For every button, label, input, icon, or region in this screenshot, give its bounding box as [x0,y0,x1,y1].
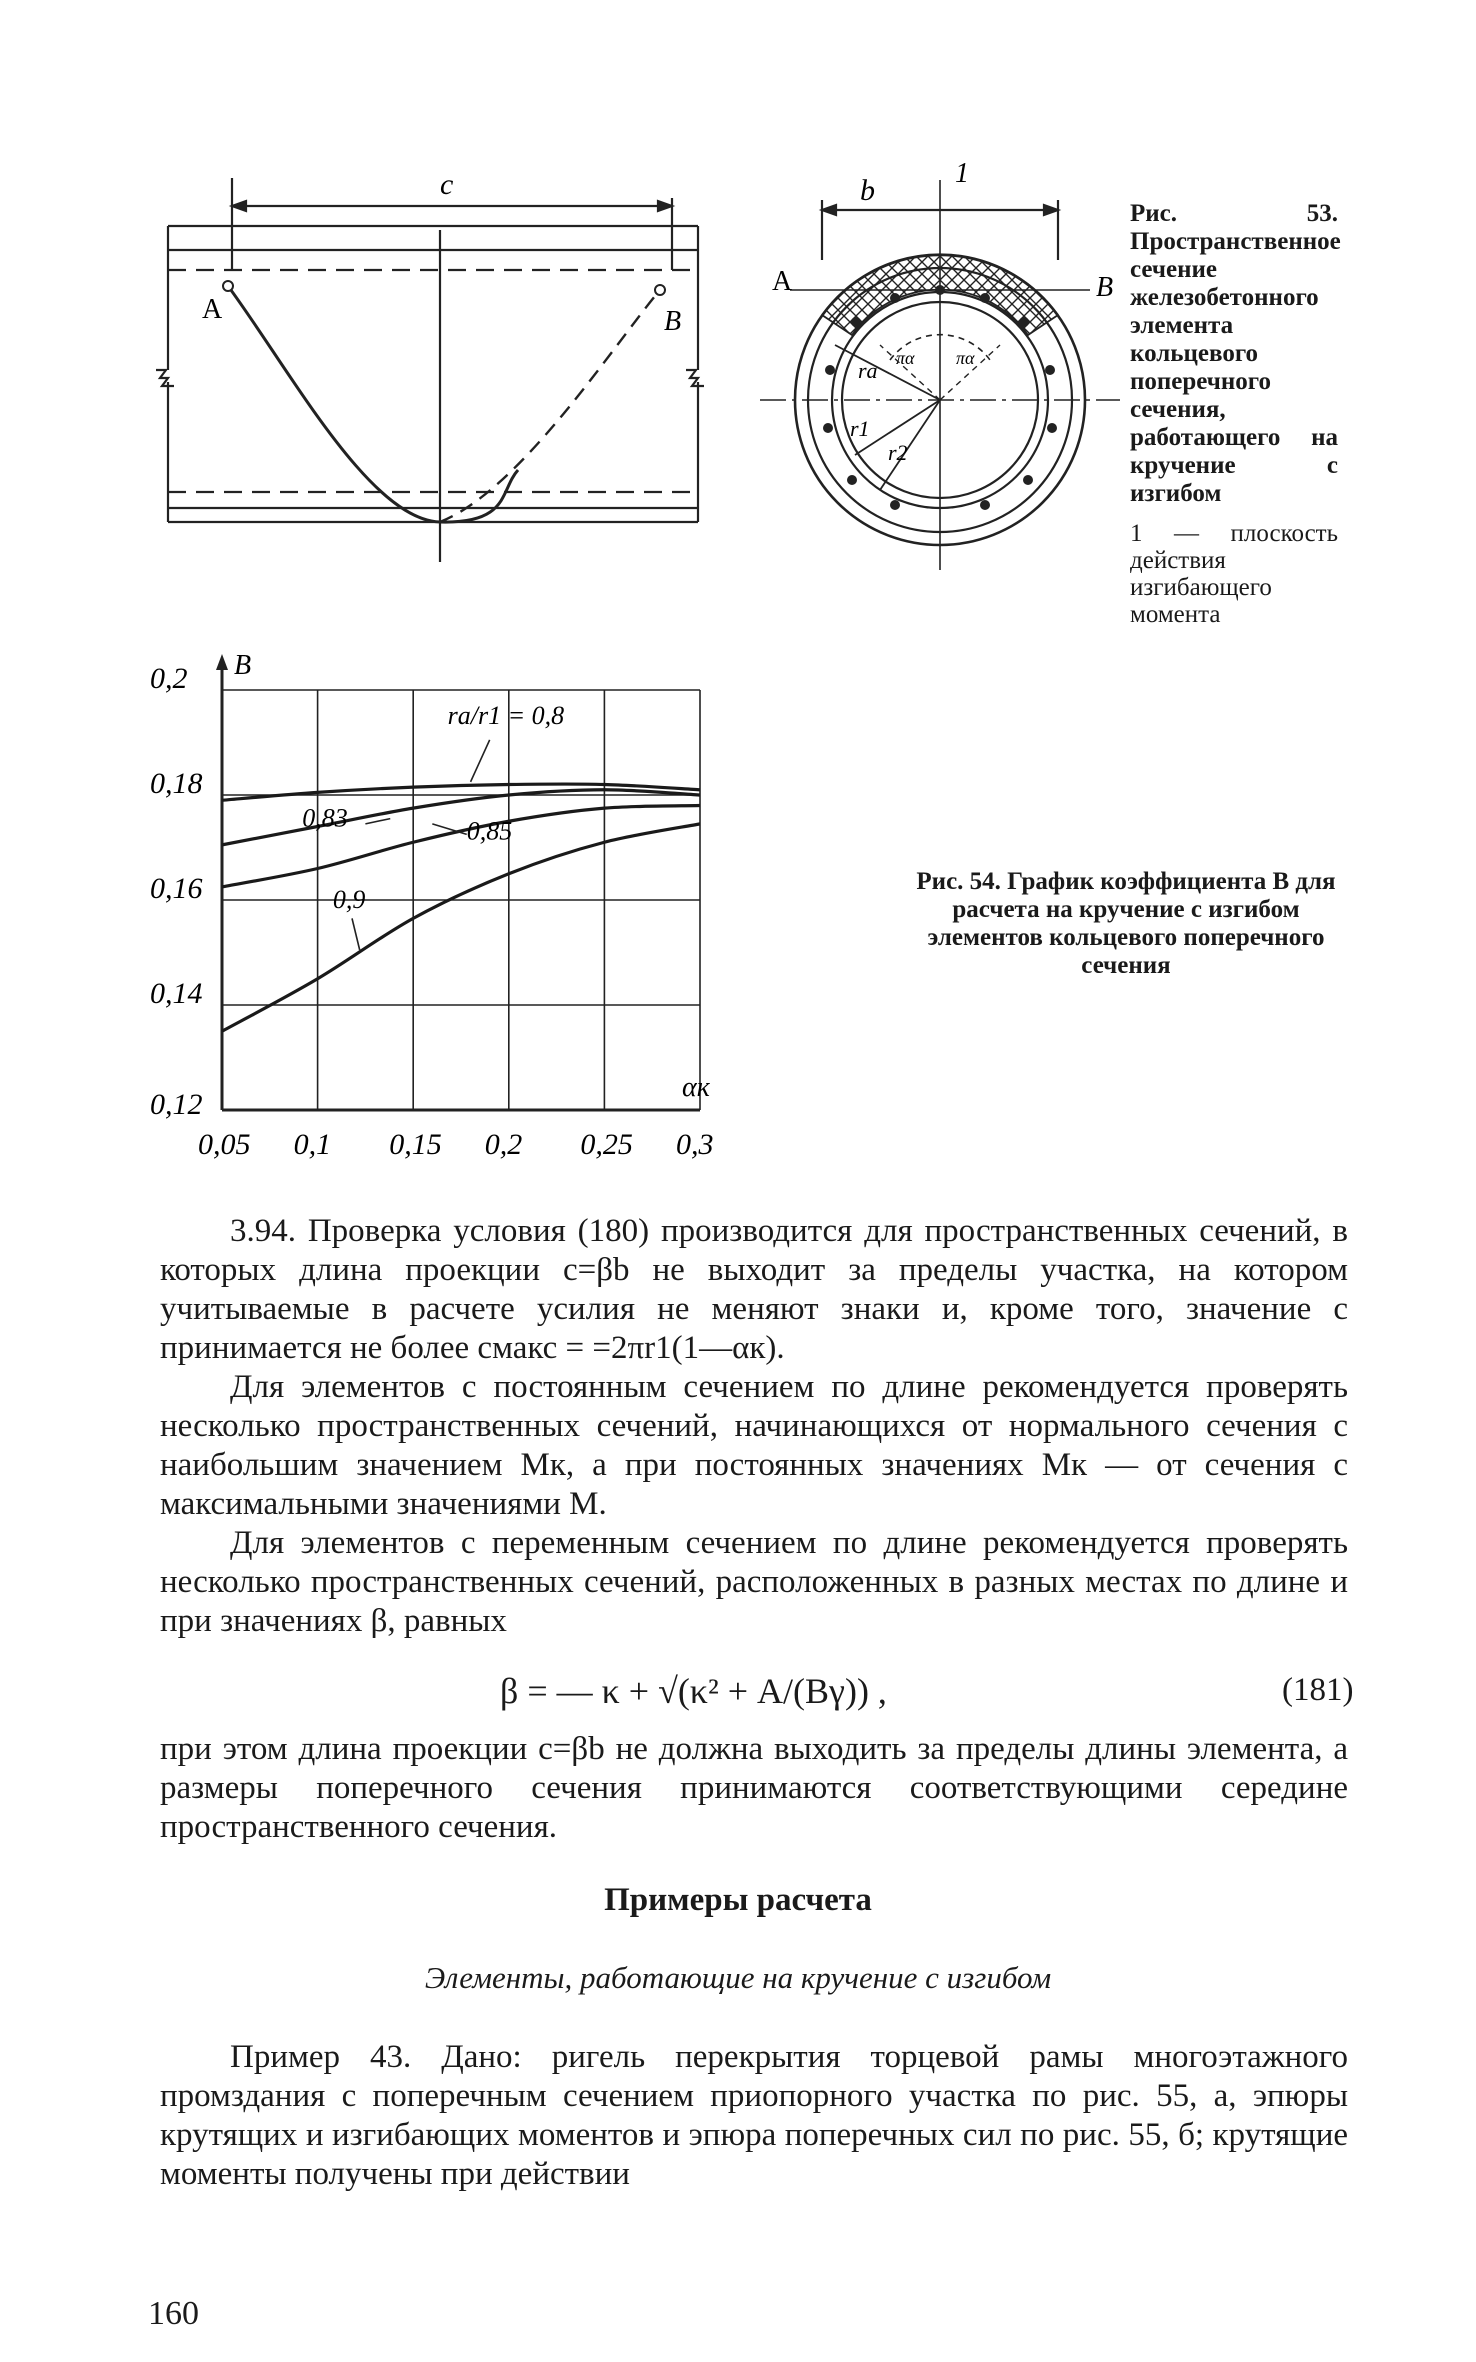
fig53-note: 1 — плоскость действия изгибающего момента [1130,520,1338,628]
fig53-label-c: c [440,170,454,201]
fig54-caption: Рис. 54. График коэффициента B для расчета на кручение с изгибом элементов кольцевого поперечного сечения [916,868,1336,979]
x-tick-label: 0,1 [293,1128,332,1161]
y-tick-label: 0,2 [150,662,188,695]
x-tick-label: 0,05 [198,1128,251,1161]
label-0-8-leader [471,740,490,782]
x-axis-label: αк [682,1072,710,1103]
fig53-caption: Рис. 53. Пространственное сечение железобетонного элемента кольцевого поперечного сечения, работающего на кручение с изгибом [1130,200,1341,507]
label-0-83-leader [365,819,390,824]
label-0-8: rа/r1 = 0,8 [447,701,565,731]
fig53-label-a: A [202,294,223,325]
formula-number: (181) [1282,1672,1354,1708]
x-tick-label: 0,15 [389,1128,442,1161]
y-axis-arrow [216,654,228,670]
x-tick-label: 0,2 [484,1128,523,1161]
ring-label-ra: ra [858,358,878,383]
body-text-block-3 [160,2038,1348,2194]
paragraph-example-43: Пример 43. Дано: ригель перекрытия торцевой рамы многоэтажного промздания с поперечным сечением приопорного участка по рис. 55, а, эпюры крутящих и изгибающих моментов и эпюра поперечных сил по рис. 55, б; крутящие моменты получены при действии [160,2039,1348,2192]
fig54-chart [130,650,890,1170]
fig53-ring-section [760,160,1120,580]
ring-label-b2: B [1096,272,1114,303]
formula-181: β = — κ + √(κ² + A/(Bγ)) , [500,1671,887,1711]
x-tick-label: 0,3 [676,1128,714,1161]
ring-label-1: 1 [955,160,969,189]
label-0-83: 0,83 [302,803,348,833]
y-axis-label: B [234,650,252,681]
fig53-left-diagram [140,170,720,570]
section-heading: Примеры расчета [604,1882,872,1918]
ring-label-b: b [860,174,875,207]
section-subheading: Элементы, работающие на кручение с изгибом [424,1960,1052,1995]
y-tick-label: 0,16 [150,872,203,905]
ring-label-pi-ak: πα [896,348,915,368]
x-tick-label: 0,25 [580,1128,633,1161]
label-0-85: 0,85 [466,816,513,846]
paragraph-constant-section: Для элементов с постоянным сечением по длине рекомендуется проверять несколько пространственных сечений, начинающихся от нормального сечения с наибольшим значением Mк, а при постоянных значениях Mк — от сечения с максимальными значениями M. [160,1369,1348,1522]
body-text-block [160,1212,1348,1641]
y-tick-label: 0,18 [150,767,203,800]
paragraph-projection-length: при этом длина проекции c=βb не должна выходить за пределы длины элемента, а размеры поперечного сечения принимаются соответствующими середине пространственного сечения. [160,1731,1348,1845]
body-text-block-2 [160,1730,1348,1847]
ring-label-r1: r1 [850,416,870,441]
ring-label-a: A [772,266,793,297]
series-line-0-85 [222,803,700,887]
fig53-label-b: B [664,306,682,337]
paragraph-variable-section: Для элементов с переменным сечением по длине рекомендуется проверять несколько пространственных сечений, расположенных в разных местах по длине и при значениях β, равных [160,1525,1348,1639]
series-line-0-9 [222,824,700,1031]
label-0-9: 0,9 [332,884,366,914]
page-number: 160 [148,2295,199,2332]
y-tick-label: 0,12 [150,1088,203,1121]
series-line-0-8 [222,784,700,800]
paragraph-3-94: 3.94. Проверка условия (180) производится для пространственных сечений, в которых длина проекции c=βb не выходит за пределы участка, на котором учитываемые в расчете усилия не меняют знаки и, кроме того, значение c принимается не более cмакс = =2πr1(1—αк). [160,1213,1348,1366]
y-tick-label: 0,14 [150,977,203,1010]
label-0-9-leader [352,918,360,950]
ring-label-pi-ak2: πα [956,348,975,368]
ring-label-r2: r2 [888,440,908,465]
